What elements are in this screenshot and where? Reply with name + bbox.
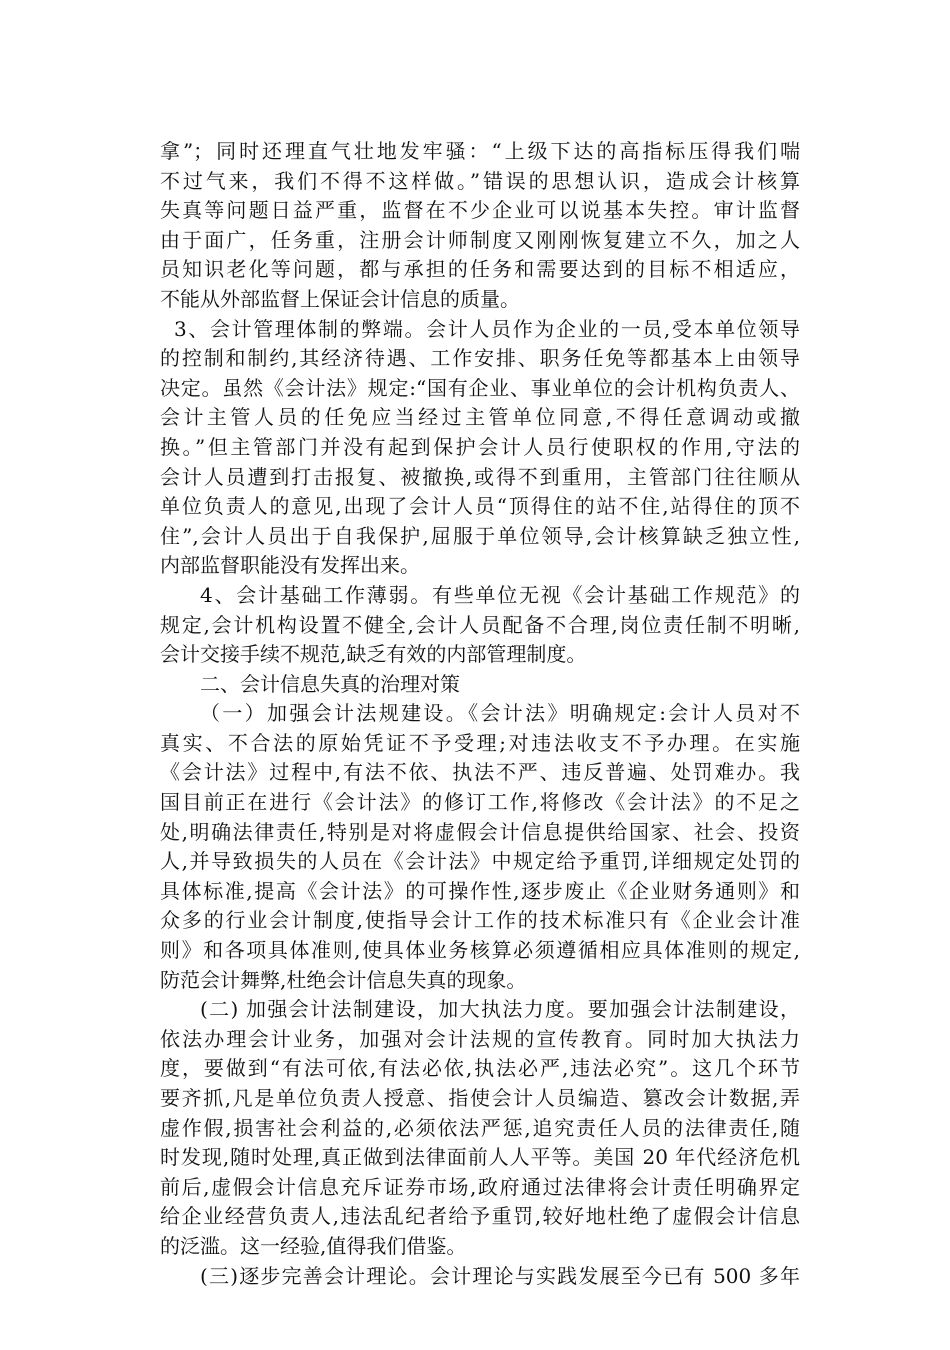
text-line: 具体标准,提高《会计法》的可操作性,逐步废止《企业财务通则》和 [160, 878, 800, 903]
text-line: (三)逐步完善会计理论。会计理论与实践发展至今已有 500 多年 [200, 1263, 800, 1288]
text-line: 依法办理会计业务，加强对会计法规的宣传教育。同时加大执法力 [160, 1026, 800, 1051]
text-line: 单位负责人的意见,出现了会计人员“顶得住的站不住,站得住的顶不 [160, 494, 800, 519]
text-line: 国目前正在进行《会计法》的修订工作,将修改《会计法》的不足之 [160, 790, 800, 815]
paragraph-measure-2 [160, 995, 800, 1261]
text-line: 不过气来，我们不得不这样做。”错误的思想认识，造成会计核算 [160, 168, 800, 193]
paragraph-item-3 [160, 315, 800, 581]
text-line: 处,明确法律责任,特别是对将虚假会计信息提供给国家、社会、投资 [160, 819, 800, 844]
text-line: 众多的行业会计制度,使指导会计工作的技术标准只有《企业会计准 [160, 908, 800, 933]
text-line: 失真等问题日益严重，监督在不少企业可以说基本失控。审计监督 [160, 198, 800, 223]
text-line: 的控制和制约,其经济待遇、工作安排、职务任免等都基本上由领导 [160, 346, 800, 371]
text-line: (二) 加强会计法制建设，加大执法力度。要加强会计法制建设， [200, 997, 800, 1022]
text-line: 规定,会计机构设置不健全,会计人员配备不合理,岗位责任制不明晰, [160, 612, 800, 637]
text-line: （一）加强会计法规建设。《会计法》明确规定:会计人员对不 [200, 701, 800, 726]
text-line: 拿”；同时还理直气壮地发牢骚：“上级下达的高指标压得我们喘 [160, 139, 800, 163]
text-line: 员知识老化等问题，都与承担的任务和需要达到的目标不相适应， [160, 257, 800, 282]
text-line: 度，要做到“有法可依,有法必依,执法必严,违法必究”。这几个环节 [160, 1056, 800, 1081]
text-line: 换。”但主管部门并没有起到保护会计人员行使职权的作用,守法的 [160, 434, 800, 459]
paragraph-item-4 [160, 581, 800, 670]
text-line: 会计人员遭到打击报复、被撤换,或得不到重用，主管部门往往顺从 [160, 464, 800, 489]
text-line: 则》和各项具体准则,使具体业务核算必须遵循相应具体准则的规定, [160, 938, 800, 963]
text-line: 住”,会计人员出于自我保护,屈服于单位领导,会计核算缺乏独立性, [160, 523, 800, 548]
text-line: 内部监督职能没有发挥出来。 [160, 553, 420, 578]
text-line: 人,并导致损失的人员在《会计法》中规定给予重罚,详细规定处罚的 [160, 849, 800, 874]
text-line: 时发现,随时处理,真正做到法律面前人人平等。美国 20 年代经济危机 [160, 1145, 800, 1170]
text-line: 前后,虚假会计信息充斥证券市场,政府通过法律将会计责任明确界定 [160, 1174, 800, 1199]
text-line: 给企业经营负责人,违法乱纪者给予重罚,较好地杜绝了虚假会计信息 [160, 1204, 800, 1229]
section-heading [160, 670, 800, 700]
text-line: 防范会计舞弊,杜绝会计信息失真的现象。 [160, 967, 527, 992]
paragraph-measure-1 [160, 699, 800, 995]
text-line: 虚作假,损害社会利益的,必须依法严惩,追究责任人员的法律责任,随 [160, 1115, 800, 1140]
text-line: 决定。虽然《会计法》规定:“国有企业、事业单位的会计机构负责人、 [160, 375, 800, 400]
document-page [160, 137, 800, 1291]
text-line: 真实、不合法的原始凭证不予受理;对违法收支不予办理。在实施 [160, 730, 800, 755]
heading-text: 二、会计信息失真的治理对策 [200, 671, 460, 696]
text-line: 4、会计基础工作薄弱。有些单位无视《会计基础工作规范》的 [200, 582, 800, 607]
text-line: 会计主管人员的任免应当经过主管单位同意,不得任意调动或撤 [160, 405, 800, 430]
text-line: 会计交接手续不规范,缺乏有效的内部管理制度。 [160, 642, 587, 667]
text-line: 不能从外部监督上保证会计信息的质量。 [160, 286, 520, 311]
text-line: 要齐抓,凡是单位负责人授意、指使会计人员编造、篡改会计数据,弄 [160, 1086, 800, 1110]
paragraph-continuation [160, 137, 800, 315]
paragraph-measure-3 [160, 1262, 800, 1292]
text-line: 由于面广，任务重，注册会计师制度又刚刚恢复建立不久，加之人 [160, 227, 800, 252]
text-line: 《会计法》过程中,有法不依、执法不严、违反普遍、处罚难办。我 [160, 760, 800, 785]
text-line: 的泛滥。这一经验,值得我们借鉴。 [160, 1233, 467, 1258]
text-line: 3、会计管理体制的弊端。会计人员作为企业的一员,受本单位领导 [174, 316, 800, 341]
